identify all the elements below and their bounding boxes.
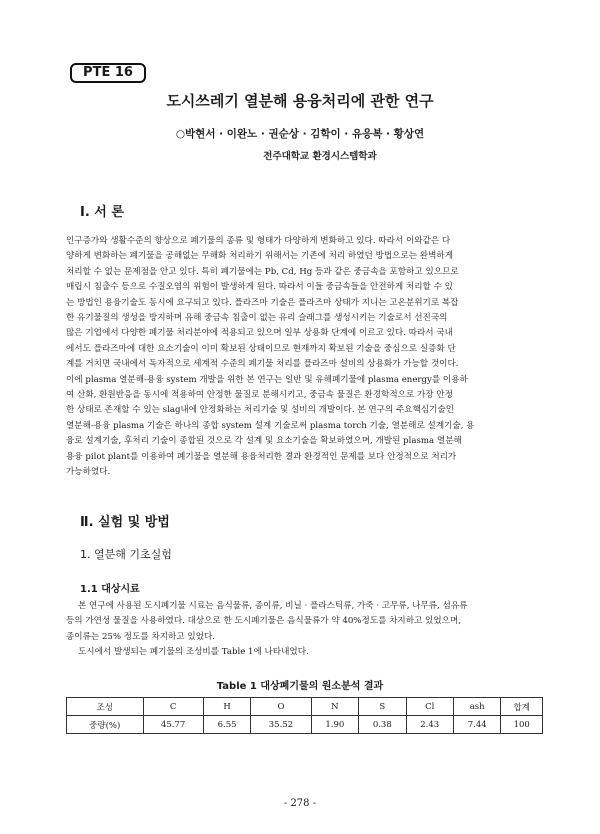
text-line: 양하게 변화하는 폐기물을 공해없는 무해화 처리하기 위해서는 기존에 처리 하였던 방법으로는 완벽하게 bbox=[66, 251, 454, 262]
table-header-cell: C bbox=[143, 698, 203, 716]
section-heading-methods: Ⅱ. 실험 및 방법 bbox=[80, 515, 170, 530]
table-cell: 2.43 bbox=[406, 716, 453, 734]
section-heading-introduction: Ⅰ. 서 론 bbox=[80, 205, 124, 220]
text-line: 도시에서 발생되는 폐기물의 조성비를 Table 1에 나타내었다. bbox=[78, 647, 309, 658]
table-header-cell: Cl bbox=[406, 698, 453, 716]
text-line: 많은 기업에서 다양한 폐기물 처리분야에 적용되고 있으며 일부 상용화 단계에 이르고 있다. 따라서 국내 bbox=[66, 328, 453, 339]
table-cell: 중량(%) bbox=[67, 716, 144, 734]
session-code-badge: PTE 16 bbox=[70, 63, 146, 83]
paper-title: 도시쓰레기 열분해 용융처리에 관한 연구 bbox=[166, 92, 434, 110]
text-line: 이에 plasma 열분해-용융 system 개발을 위한 본 연구는 일반 및 유해폐기물에 plasma energy를 이용하 bbox=[66, 374, 468, 385]
table-header-cell: 합계 bbox=[501, 698, 543, 716]
text-line: 종이류는 25% 정도를 차지하고 있었다. bbox=[66, 631, 215, 642]
table-caption: Table 1 대상폐기물의 원소분석 결과 bbox=[216, 681, 384, 692]
composition-table bbox=[66, 697, 543, 734]
text-line: 본 연구에 사용된 도시폐기물 시료는 음식물류, 종이류, 비닐 · 플라스틱류, 가죽 · 고무류, 나무류, 섬유류 bbox=[78, 601, 468, 611]
table-header-cell: H bbox=[203, 698, 250, 716]
subsection-heading: 1. 열분해 기초실험 bbox=[80, 548, 172, 561]
text-line: 한 상태로 존재할 수 있는 slag내에 안정화하는 처리기술 및 설비의 개발이다. 본 연구의 주요핵심기술인 bbox=[66, 405, 455, 416]
text-line: 등의 가연성 물질을 사용하였다. 대상으로 한 도시폐기물은 음식물류가 약 40%정도를 차지하고 있었으며, bbox=[66, 616, 461, 627]
text-line: 용융 pilot plant를 이용하여 폐기물을 열분해 용융처리한 결과 환경적인 문제를 보다 안정적으로 처리가 bbox=[66, 451, 457, 462]
table-cell: 45.77 bbox=[143, 716, 203, 734]
text-line: 열분해-용융 plasma 기술은 하나의 종합 system 설계 기술로써 plasma torch 기술, 열분해로 설계기술, 용 bbox=[66, 420, 475, 431]
table-cell: 0.38 bbox=[359, 716, 406, 734]
table-header-cell: ash bbox=[453, 698, 500, 716]
table-cell: 7.44 bbox=[453, 716, 500, 734]
text-line: 융로 설계기술, 후처리 기술이 종합된 것으로 각 설계 및 요소기술을 확보하였으며, 개발된 plasma 열분해 bbox=[66, 436, 462, 447]
text-line: 에서도 플라즈마에 대한 요소기술이 이미 확보된 상태이므로 현재까지 확보된 기술을 중심으로 실증화 단 bbox=[66, 343, 456, 354]
table-cell: 6.55 bbox=[203, 716, 250, 734]
subsubsection-heading: 1.1 대상시료 bbox=[80, 584, 140, 595]
introduction-paragraph bbox=[66, 234, 543, 481]
table-header-cell: O bbox=[251, 698, 311, 716]
table-header-cell: S bbox=[359, 698, 406, 716]
table-header-cell: 조성 bbox=[67, 698, 144, 716]
text-line: 매립시 침출수 등으로 수질오염의 위험이 발생하게 된다. 따라서 이들 중금속들을 안전하게 처리할 수 있 bbox=[66, 282, 453, 293]
text-line: 처리할 수 없는 문제점을 안고 있다. 특히 폐기물에는 Pb, Cd, Hg 등과 같은 중금속을 포함하고 있으므로 bbox=[66, 266, 459, 277]
page-number: - 278 - bbox=[283, 798, 317, 809]
affiliation: 전주대학교 환경시스템학과 bbox=[263, 151, 377, 162]
text-line: 계를 거치면 국내에서 독자적으로 세계적 수준의 폐기물 처리를 플라즈마 설비의 상용화가 가능할 것이다. bbox=[66, 359, 459, 370]
table-cell: 1.90 bbox=[311, 716, 358, 734]
table-cell: 100 bbox=[501, 716, 543, 734]
author-list: ○박현서 · 이완노 · 권순상 · 김학이 · 유응복 · 황상연 bbox=[175, 128, 425, 140]
methods-paragraph bbox=[66, 599, 543, 661]
table-row bbox=[67, 716, 543, 734]
text-line: 인구증가와 생활수준의 향상으로 폐기물의 종류 및 형태가 다양하게 변화하고 있다. 따라서 이와같은 다 bbox=[66, 236, 451, 246]
text-line: 는 방법인 용융기술도 동시에 요구되고 있다. 플라즈마 기술은 플라즈마 상태가 지니는 고온분위기로 복잡 bbox=[66, 297, 459, 308]
text-line: 가능하였다. bbox=[66, 467, 111, 478]
table-header-row bbox=[67, 698, 543, 716]
table-header-cell: N bbox=[311, 698, 358, 716]
text-line: 한 유기물질의 생성을 방지하며 유해 중금속 침출이 없는 유리 슬래그를 생성시키는 기술로서 선진국의 bbox=[66, 313, 448, 324]
table-cell: 35.52 bbox=[251, 716, 311, 734]
text-line: 여 산화, 환원반응을 동시에 적용하여 안정한 물질로 분해시키고, 중금속 물질은 환경학적으로 가장 안정 bbox=[66, 390, 453, 401]
